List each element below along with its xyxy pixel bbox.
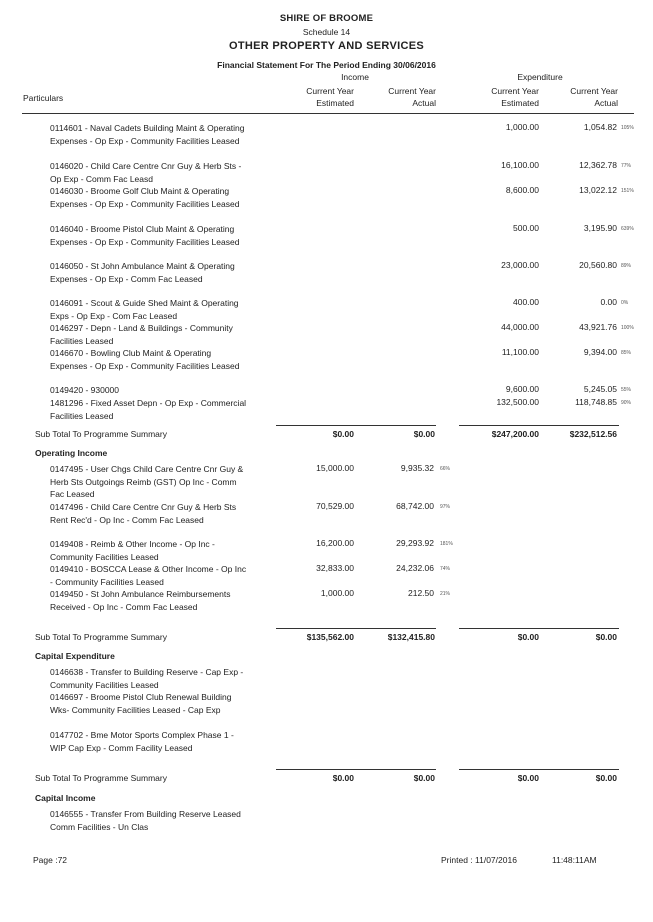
table-row-desc: 0146555 - Transfer From Building Reserve Leased Comm Facilities - Un Clas — [50, 809, 241, 832]
exp-est-value: 23,000.00 — [501, 260, 539, 270]
exp-act-value: 118,748.85 — [575, 397, 617, 407]
exp-act-value: 3,195.90 — [583, 223, 617, 233]
subtotal-exp-est: $0.00 — [517, 632, 539, 642]
particulars-header: Particulars — [23, 93, 64, 103]
table-row-desc: 1481296 - Fixed Asset Depn - Op Exp - Commercial Facilities Leased — [50, 398, 247, 421]
subtotal-inc-est: $135,562.00 — [306, 632, 354, 642]
inc-act-value: 212.50 — [408, 588, 434, 598]
exp-pct: 100% — [621, 325, 634, 331]
exp-est-value: 132,500.00 — [496, 397, 539, 407]
exp-act-value: 12,362.78 — [579, 160, 617, 170]
subtotal-rule-expenditure — [459, 425, 619, 426]
period-label: Financial Statement For The Period Ending 30/06/2016 — [217, 60, 436, 70]
table-row-desc: 0149410 - BOSCCA Lease & Other Income - Op Inc - Community Facilities Leased — [50, 564, 247, 587]
exp-est-value: 16,100.00 — [501, 160, 539, 170]
inc-pct: 74% — [440, 566, 451, 572]
inc-est-header: Current Year Estimated — [306, 86, 354, 108]
exp-pct: 89% — [621, 263, 632, 269]
exp-act-value: 13,022.12 — [579, 185, 617, 195]
subtotal-label: Sub Total To Programme Summary — [35, 632, 167, 642]
exp-pct: 90% — [621, 400, 632, 406]
income-group-header: Income — [341, 72, 369, 82]
subtotal-label: Sub Total To Programme Summary — [35, 429, 167, 439]
subtotal-inc-act: $0.00 — [413, 773, 435, 783]
subtotal-inc-est: $0.00 — [332, 773, 354, 783]
exp-pct: 639% — [621, 226, 634, 232]
table-row-desc: 0147702 - Bme Motor Sports Complex Phase 1 - WIP Cap Exp - Comm Facility Leased — [50, 730, 234, 753]
exp-est-value: 8,600.00 — [505, 185, 539, 195]
exp-act-value: 20,560.80 — [579, 260, 617, 270]
table-row-desc: 0146030 - Broome Golf Club Maint & Operating Expenses - Op Exp - Community Facilities Leased — [50, 186, 240, 209]
section-heading: Capital Income — [35, 793, 96, 803]
page-number: Page :72 — [33, 855, 68, 865]
table-row-desc: 0146091 - Scout & Guide Shed Maint & Operating Exps - Op Exp - Com Fac Leased — [50, 298, 239, 321]
exp-pct: 151% — [621, 188, 634, 194]
exp-pct: 105% — [621, 125, 634, 131]
section-heading: Operating Income — [35, 448, 108, 458]
exp-act-header: Current Year Actual — [570, 86, 618, 108]
subtotal-inc-act: $132,415.80 — [387, 632, 435, 642]
table-row-desc: 0147495 - User Chgs Child Care Centre Cnr Guy & Herb Sts Outgoings Reimb (GST) Op Inc - Comm Fac Leased — [50, 464, 244, 500]
subtotal-exp-act: $232,512.56 — [569, 429, 617, 439]
subtotal-rule-expenditure — [459, 628, 619, 629]
subtotal-rule-income — [276, 769, 436, 770]
table-row-desc: 0146020 - Child Care Centre Cnr Guy & Herb Sts - Op Exp - Comm Fac Leasd — [50, 161, 242, 184]
inc-act-value: 29,293.92 — [396, 538, 434, 548]
exp-act-value: 0.00 — [600, 297, 617, 307]
subtotal-inc-est: $0.00 — [332, 429, 354, 439]
inc-est-value: 32,833.00 — [316, 563, 354, 573]
table-row-desc: 0146050 - St John Ambulance Maint & Operating Expenses - Op Exp - Comm Fac Leased — [50, 261, 235, 284]
subtotal-label: Sub Total To Programme Summary — [35, 773, 167, 783]
inc-pct: 97% — [440, 504, 451, 510]
exp-est-value: 44,000.00 — [501, 322, 539, 332]
table-row-desc: 0146040 - Broome Pistol Club Maint & Operating Expenses - Op Exp - Community Facilities Leased — [50, 224, 240, 247]
exp-est-value: 11,100.00 — [501, 347, 539, 357]
exp-pct: 0% — [621, 300, 629, 306]
exp-act-value: 1,054.82 — [583, 122, 617, 132]
subtotal-rule-income — [276, 628, 436, 629]
inc-est-value: 1,000.00 — [320, 588, 354, 598]
table-row-desc: 0149408 - Reimb & Other Income - Op Inc - Community Facilities Leased — [50, 539, 215, 562]
exp-pct: 55% — [621, 387, 632, 393]
exp-act-value: 5,245.05 — [583, 384, 617, 394]
exp-est-header: Current Year Estimated — [491, 86, 539, 108]
exp-est-value: 1,000.00 — [505, 122, 539, 132]
inc-act-value: 68,742.00 — [396, 501, 434, 511]
inc-pct: 66% — [440, 466, 451, 472]
table-row-desc: 0146638 - Transfer to Building Reserve - Cap Exp - Community Facilities Leased — [50, 667, 244, 690]
inc-est-value: 15,000.00 — [316, 463, 354, 473]
table-row-desc: 0146697 - Broome Pistol Club Renewal Building Wks- Community Facilities Leased - Cap Exp — [50, 692, 232, 715]
printed-date: Printed : 11/07/2016 — [441, 855, 517, 865]
exp-pct: 77% — [621, 163, 632, 169]
schedule-label: Schedule 14 — [302, 27, 351, 37]
exp-est-value: 9,600.00 — [505, 384, 539, 394]
inc-pct: 21% — [440, 591, 451, 597]
subtotal-rule-expenditure — [459, 769, 619, 770]
org-name: SHIRE OF BROOME — [279, 13, 374, 24]
table-row-desc: 0146297 - Depn - Land & Buildings - Community Facilities Leased — [50, 323, 233, 346]
inc-est-value: 16,200.00 — [316, 538, 354, 548]
exp-act-value: 9,394.00 — [583, 347, 617, 357]
subtotal-exp-act: $0.00 — [595, 773, 617, 783]
exp-act-value: 43,921.76 — [579, 322, 617, 332]
header-rule — [22, 113, 634, 114]
exp-est-value: 500.00 — [513, 223, 539, 233]
subtotal-rule-income — [276, 425, 436, 426]
subtotal-exp-est: $247,200.00 — [491, 429, 539, 439]
expenditure-group-header: Expenditure — [517, 72, 563, 82]
table-row-desc: 0149450 - St John Ambulance Reimbursements Received - Op Inc - Comm Fac Leased — [50, 589, 231, 612]
inc-act-value: 9,935.32 — [400, 463, 434, 473]
table-row-desc: 0147496 - Child Care Centre Cnr Guy & Herb Sts Rent Rec'd - Op Inc - Comm Fac Leased — [50, 502, 237, 525]
table-row-desc: 0114601 - Naval Cadets Building Maint & Operating Expenses - Op Exp - Community Facilities Leased — [50, 123, 245, 146]
subtotal-inc-act: $0.00 — [413, 429, 435, 439]
inc-act-header: Current Year Actual — [388, 86, 436, 108]
table-row-desc: 0146670 - Bowling Club Maint & Operating Expenses - Op Exp - Community Facilities Leased — [50, 348, 240, 371]
inc-pct: 181% — [440, 541, 453, 547]
subtotal-exp-act: $0.00 — [595, 632, 617, 642]
subtotal-exp-est: $0.00 — [517, 773, 539, 783]
inc-est-value: 70,529.00 — [316, 501, 354, 511]
exp-pct: 85% — [621, 350, 632, 356]
printed-time: 11:48:11AM — [552, 855, 597, 865]
inc-act-value: 24,232.06 — [396, 563, 434, 573]
section-heading: Capital Expenditure — [35, 651, 115, 661]
exp-est-value: 400.00 — [513, 297, 539, 307]
table-row-desc: 0149420 - 930000 — [50, 385, 120, 395]
page-title: OTHER PROPERTY AND SERVICES — [229, 40, 424, 52]
